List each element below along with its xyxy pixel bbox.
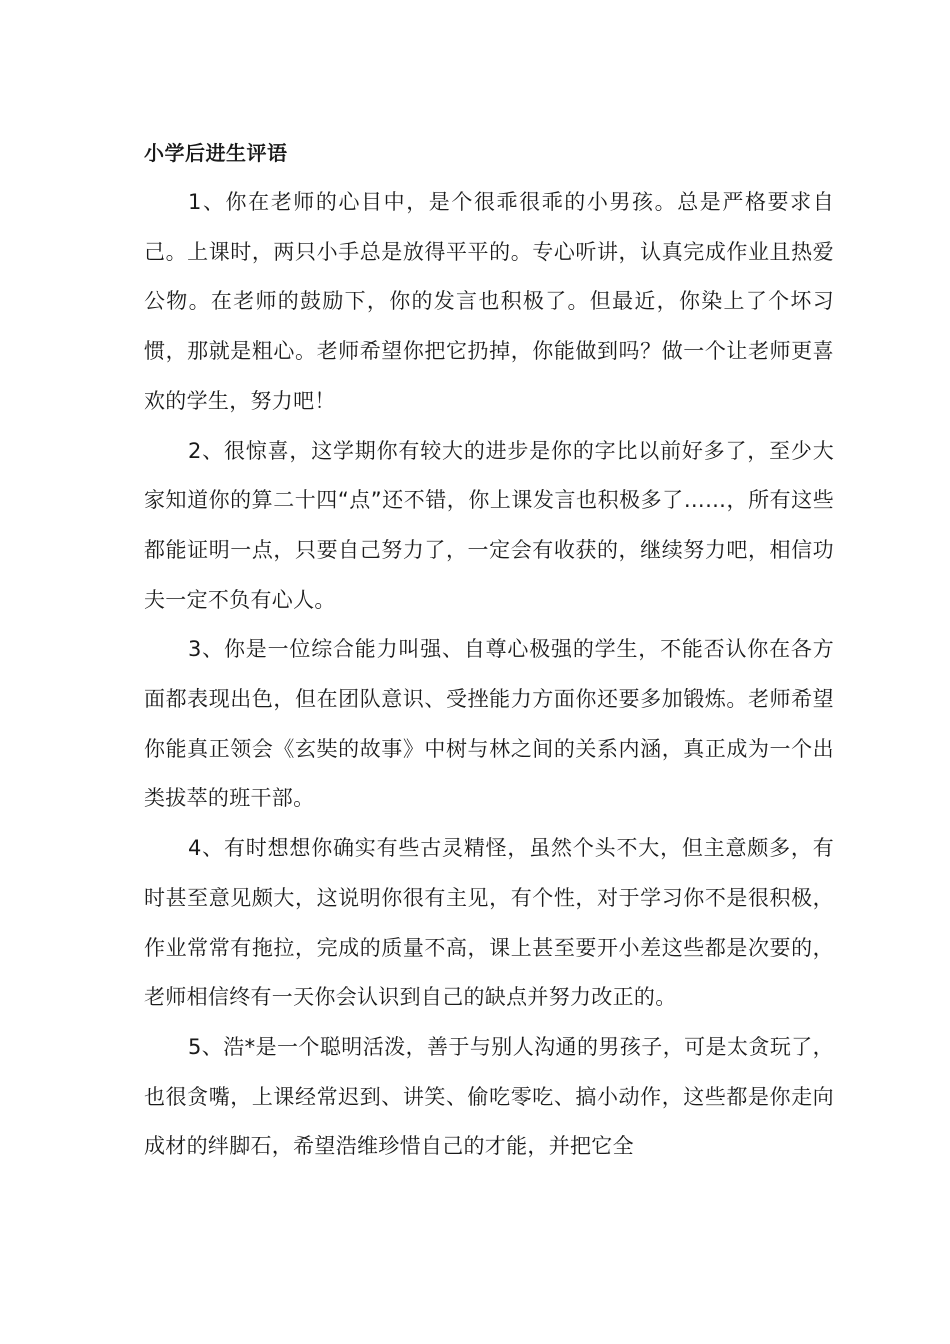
comment-paragraph-5: 5、浩*是一个聪明活泼，善于与别人沟通的男孩子，可是太贪玩了，也很贪嘴，上课经常迟到、讲笑、偷吃零吃、搞小动作，这些都是你走向成材的绊脚石，希望浩维珍惜自己的才能，并把它全 <box>144 1034 834 1159</box>
document-body <box>144 128 834 1172</box>
comment-paragraph-4: 4、有时想想你确实有些古灵精怪，虽然个头不大，但主意颇多，有时甚至意见颇大，这说明你很有主见，有个性，对于学习你不是很积极，作业常常有拖拉，完成的质量不高，课上甚至要开小差这些都是次要的，老师相信终有一天你会认识到自己的缺点并努力改正的。 <box>144 836 834 1010</box>
comment-paragraph-2: 2、很惊喜，这学期你有较大的进步是你的字比以前好多了，至少大家知道你的算二十四“点”还不错，你上课发言也积极多了……，所有这些都能证明一点，只要自己努力了，一定会有收获的，继续努力吧，相信功夫一定不负有心人。 <box>144 438 834 612</box>
comment-paragraph-3: 3、你是一位综合能力叫强、自尊心极强的学生，不能否认你在各方面都表现出色，但在团队意识、受挫能力方面你还要多加锻炼。老师希望你能真正领会《玄奘的故事》中树与林之间的关系内涵，真正成为一个出类拔萃的班干部。 <box>144 637 834 811</box>
comment-paragraph-1: 1、你在老师的心目中，是个很乖很乖的小男孩。总是严格要求自己。上课时，两只小手总是放得平平的。专心听讲，认真完成作业且热爱公物。在老师的鼓励下，你的发言也积极了。但最近，你染上了个坏习惯，那就是粗心。老师希望你把它扔掉，你能做到吗？做一个让老师更喜欢的学生，努力吧！ <box>144 190 834 413</box>
document-title: 小学后进生评语 <box>144 141 288 165</box>
